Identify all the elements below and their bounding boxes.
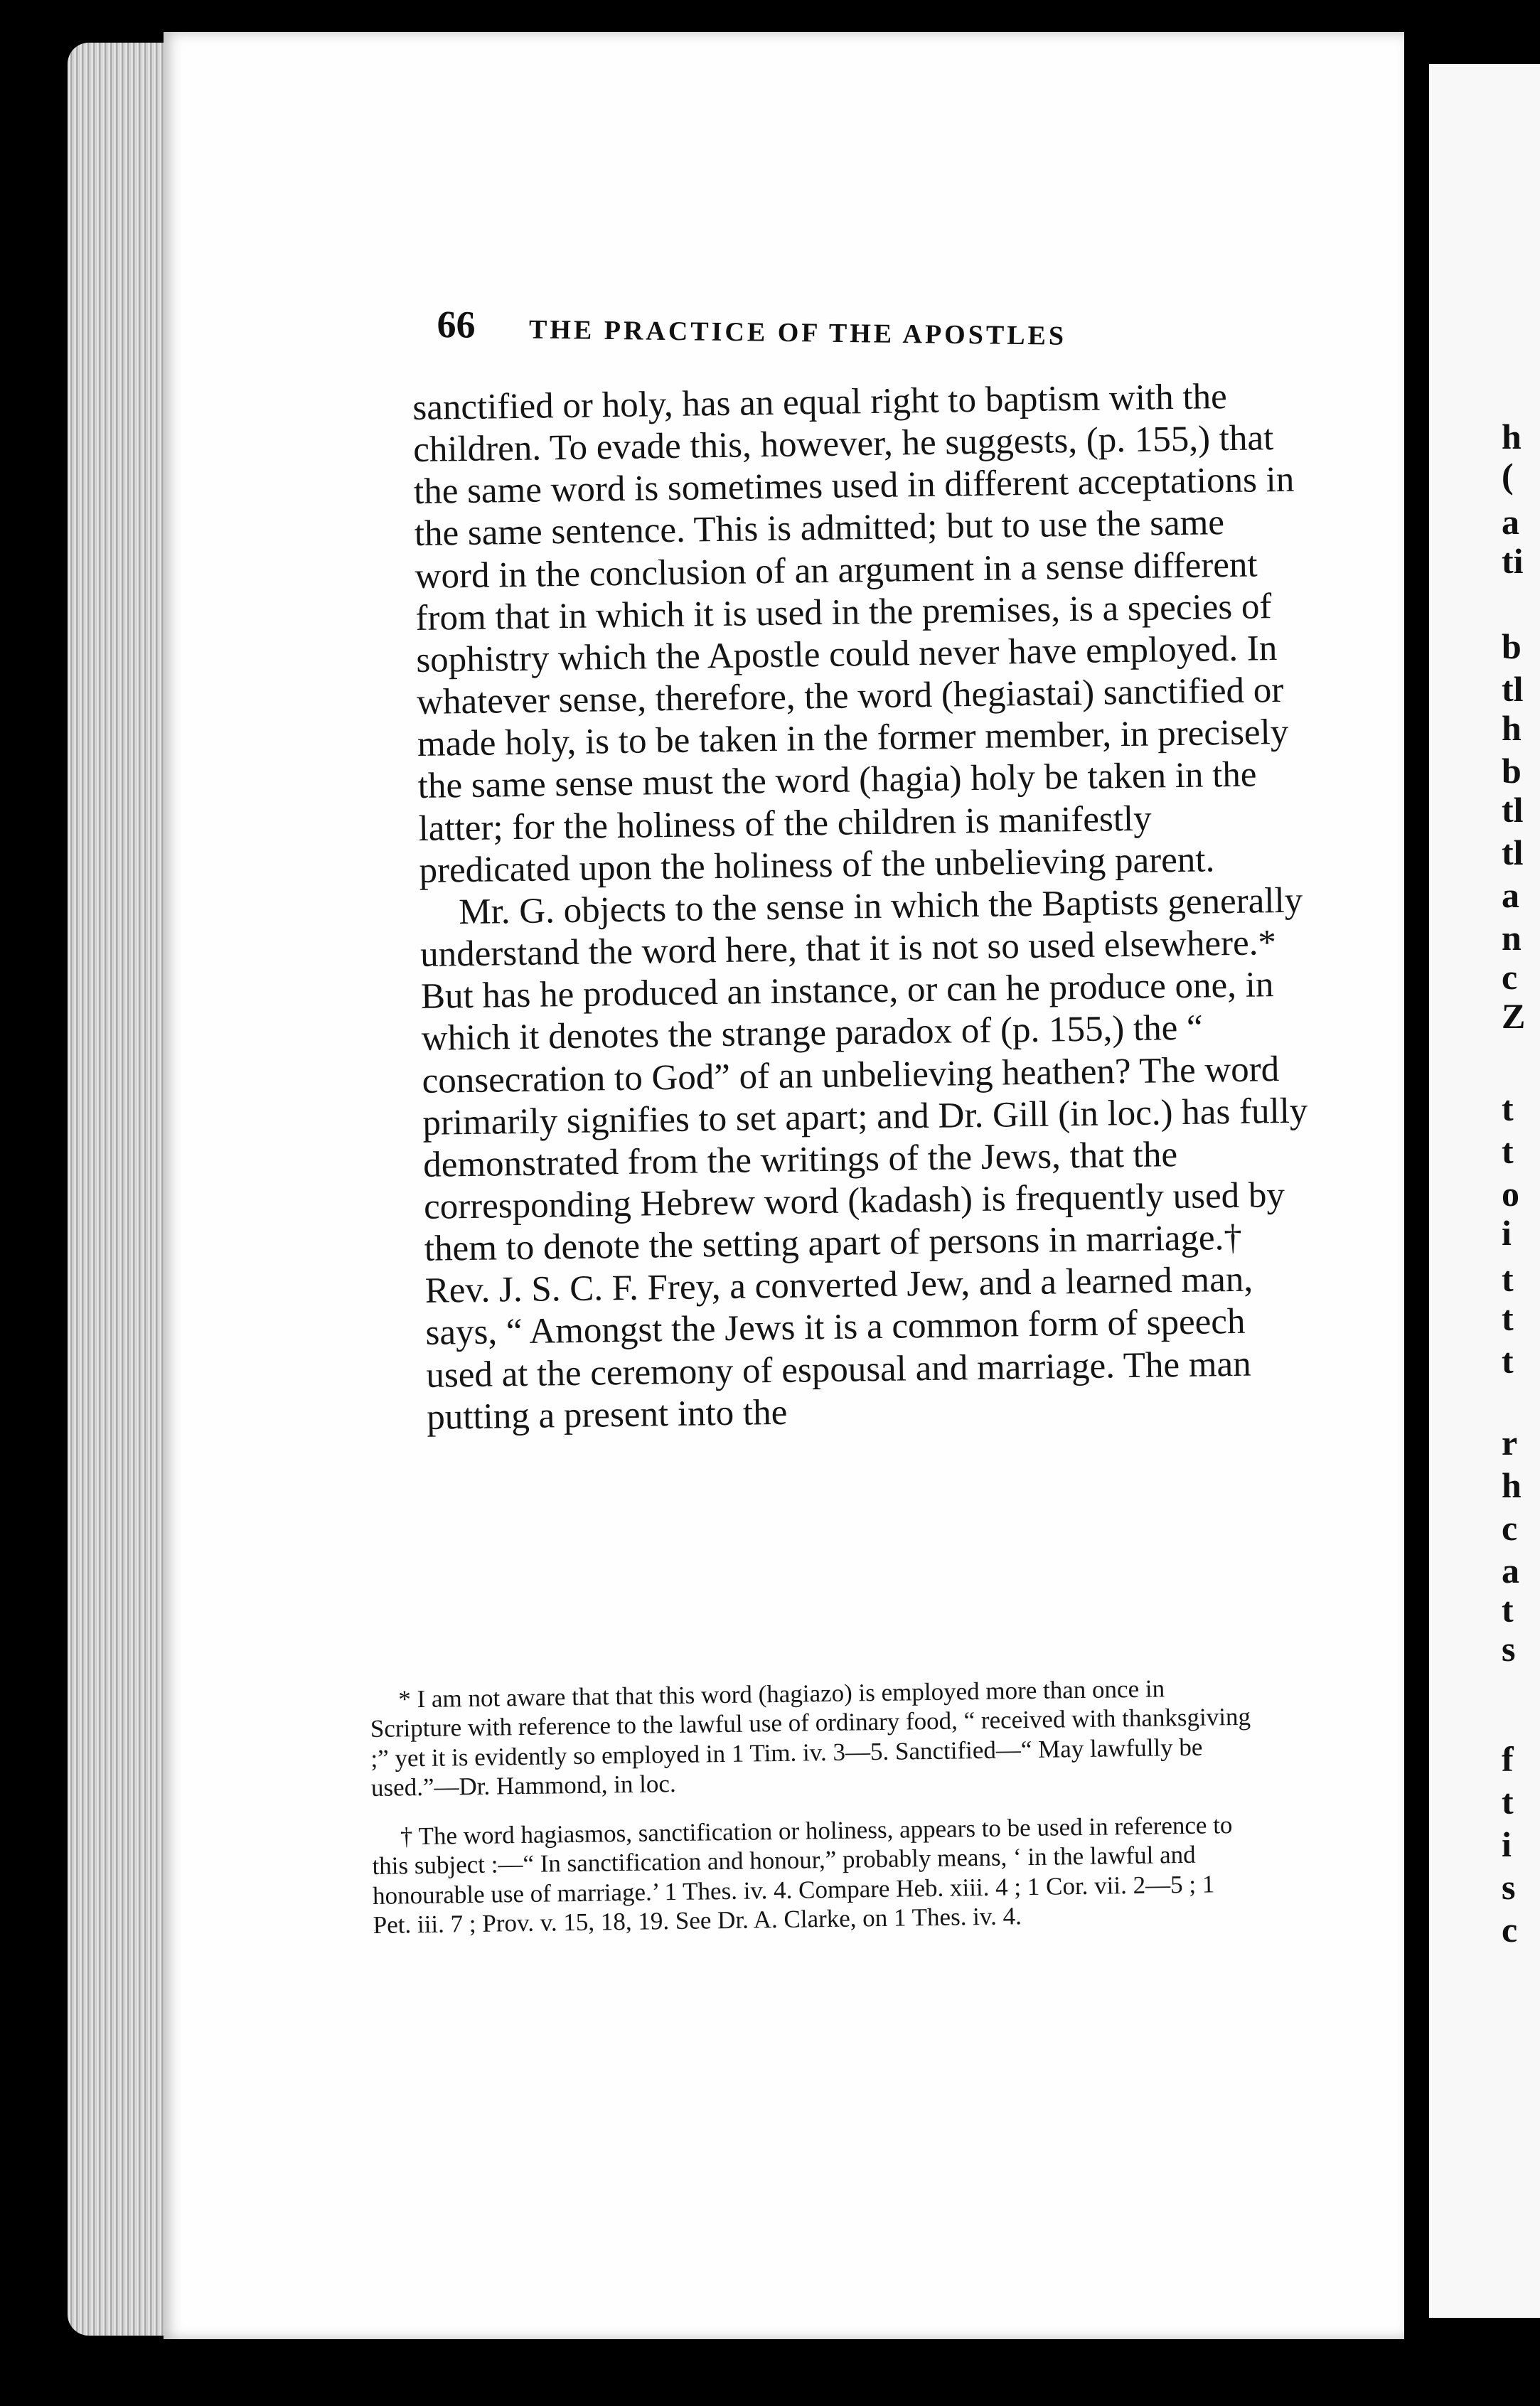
footnote: † The word hagiasmos, sanctification or holiness, appears to be used in reference to this subject :—“ In sanctification and honour,” probably means, ‘ in the lawful and honourable use of marriage.’ 1 Thes. iv. 4. Compare Heb. xiii. 4 ; 1 Cor. vii. 2—5 ; 1 Pet. iii. 7 ; Prov. v. 15, 18, 19. See Dr. A. Clarke, on 1 Thes. iv. 4. bbox=[372, 1811, 1233, 1940]
paragraph: Mr. G. objects to the sense in which the Baptists generally understand the word here, that it is not so used elsewhere.* But has he produced an instance, or can he produce one, in which it denotes the strange paradox of (p. 155,) the “ consecration to God” of an unbelieving heathen? The word primarily signifies to set apart; and Dr. Gill (in loc.) has fully demonstrated from the writings of the Jews, that the corresponding Hebrew word (kadash) is frequently used by them to denote the setting apart of persons in marriage.† Rev. J. S. C. F. Frey, a converted Jew, and a learned man, says, “ Amongst the Jews it is a common form of speech used at the ceremony of espousal and marriage. The man putting a present into the bbox=[419, 880, 1308, 1438]
adjacent-page-letter: c bbox=[1502, 1508, 1518, 1548]
adjacent-page-letter: r bbox=[1502, 1423, 1518, 1463]
adjacent-page-letter: c bbox=[1502, 957, 1518, 997]
adjacent-page-letter: i bbox=[1502, 1824, 1512, 1864]
adjacent-page-letter: tl bbox=[1502, 790, 1524, 830]
adjacent-page-letter: n bbox=[1502, 918, 1522, 958]
adjacent-page-letter: a bbox=[1502, 875, 1519, 915]
adjacent-page-letter: ( bbox=[1502, 456, 1514, 496]
adjacent-page-letter: t bbox=[1502, 1259, 1514, 1299]
adjacent-page-letter: h bbox=[1502, 708, 1522, 748]
page-number: 66 bbox=[437, 302, 476, 346]
adjacent-page-letter: b bbox=[1502, 626, 1522, 666]
adjacent-page-letter: o bbox=[1502, 1174, 1519, 1214]
adjacent-page-letter: ti bbox=[1502, 541, 1524, 581]
page-header bbox=[437, 302, 1191, 355]
adjacent-page-letter: i bbox=[1502, 1213, 1512, 1253]
adjacent-page-letter: t bbox=[1502, 1131, 1514, 1171]
footnotes bbox=[370, 1673, 1255, 1940]
adjacent-page-letter: Z bbox=[1502, 996, 1526, 1036]
adjacent-page-letter: s bbox=[1502, 1629, 1516, 1669]
paragraph: sanctified or holy, has an equal right to baptism with the children. To evade this, however, he suggests, (p. 155,) that the same word is sometimes used in different acceptations in the same sentence. This is admitted; but to use the same word in the conclusion of an argument in a sense different from that in which it is used in the premises, is a species of sophistry which the Apostle could never have employed. In whatever sense, therefore, the word (hegiastai) sanctified or made holy, is to be taken in the former member, in precisely the same sense must the word (hagia) holy be taken in the latter; for the holiness of the children is manifestly predicated upon the holiness of the unbelieving parent. bbox=[412, 377, 1295, 891]
adjacent-page-letter: s bbox=[1502, 1867, 1516, 1907]
adjacent-page bbox=[1429, 64, 1540, 2318]
adjacent-page-letter: tl bbox=[1502, 669, 1524, 709]
adjacent-page-letter: a bbox=[1502, 502, 1519, 542]
adjacent-page-letter: f bbox=[1502, 1739, 1514, 1779]
adjacent-page-letter: t bbox=[1502, 1298, 1514, 1338]
adjacent-page-letter: t bbox=[1502, 1782, 1514, 1822]
adjacent-page-letter: t bbox=[1502, 1341, 1514, 1381]
adjacent-page-letter: b bbox=[1502, 751, 1522, 791]
adjacent-page-letter: h bbox=[1502, 1465, 1522, 1505]
adjacent-page-letter: a bbox=[1502, 1551, 1519, 1590]
footnote: * I am not aware that that this word (hagiazo) is employed more than once in Scripture with reference to the lawful use of ordinary food, “ received with thanksgiving ;” yet it is evidently so employed in 1 Tim. iv. 3—5. Sanctified—“ May lawfully be used.”—Dr. Hammond, in loc. bbox=[370, 1674, 1251, 1802]
adjacent-page-letter: t bbox=[1502, 1089, 1514, 1128]
running-title: THE PRACTICE OF THE APOSTLES bbox=[528, 314, 1067, 351]
adjacent-page-letter: c bbox=[1502, 1910, 1518, 1950]
adjacent-page-letter: tl bbox=[1502, 833, 1524, 872]
adjacent-page-letter: h bbox=[1502, 417, 1522, 456]
main-text bbox=[412, 375, 1316, 1439]
adjacent-page-letter: t bbox=[1502, 1590, 1514, 1630]
